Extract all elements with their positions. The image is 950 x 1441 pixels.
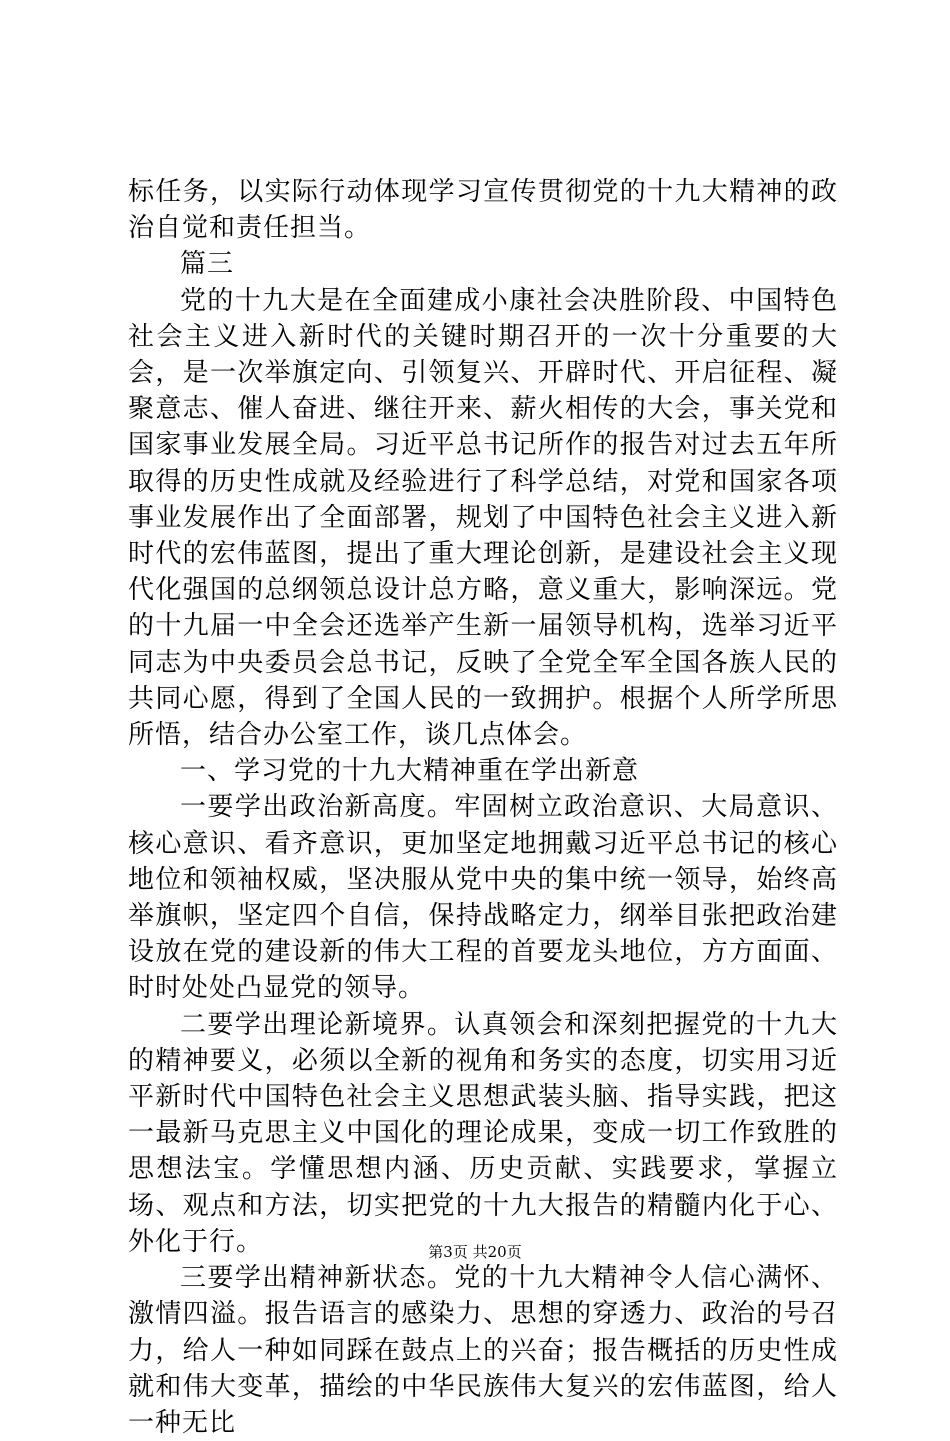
paragraph-point-1: 一要学出政治新高度。牢固树立政治意识、大局意识、核心意识、看齐意识，更加坚定地拥戴习近平总书记的核心地位和领袖权威，坚决服从党中央的集中统一领导，始终高举旗帜，坚定四个自信，保持战略定力，纲举目张把政治建设放在党的建设新的伟大工程的首要龙头地位，方方面面、时时处处凸显党的领导。: [128, 792, 838, 1004]
paragraph-point-2: 二要学出理论新境界。认真领会和深刻把握党的十九大的精神要义，必须以全新的视角和务实的态度，切实用习近平新时代中国特色社会主义思想武装头脑、指导实践，把这一最新马克思主义中国化的理论成果，变成一切工作致胜的思想法宝。学懂思想内涵、历史贡献、实践要求，掌握立场、观点和方法，切实把党的十九大报告的精髓内化于心、外化于行。: [128, 1009, 838, 1257]
section-title: 篇三: [180, 249, 235, 280]
section-heading: 一、学习党的十九大精神重在学出新意: [180, 756, 640, 787]
page-footer: [0, 1241, 950, 1262]
paragraph-point-3: 三要学出精神新状态。党的十九大精神令人信心满怀、激情四溢。报告语言的感染力、思想的穿透力、政治的号召力，给人一种如同踩在鼓点上的兴奋；报告概括的历史性成就和伟大变革，描绘的中华民族伟大复兴的宏伟蓝图，给人一种无比: [128, 1263, 838, 1438]
paragraph-intro: 党的十九大是在全面建成小康社会决胜阶段、中国特色社会主义进入新时代的关键时期召开的一次十分重要的大会，是一次举旗定向、引领复兴、开辟时代、开启征程、凝聚意志、催人奋进、继往开来、薪火相传的大会，事关党和国家事业发展全局。习近平总书记所作的报告对过去五年所取得的历史性成就及经验进行了科学总结，对党和国家各项事业发展作出了全面部署，规划了中国特色社会主义进入新时代的宏伟蓝图，提出了重大理论创新，是建设社会主义现代化强国的总纲领总设计总方略，意义重大，影响深远。党的十九届一中全会还选举产生新一届领导机构，选举习近平同志为中央委员会总书记，反映了全党全军全国各族人民的共同心愿，得到了全国人民的一致拥护。根据个人所学所思所悟，结合办公室工作，谈几点体会。: [128, 285, 838, 751]
page-number: 第3页 共20页: [428, 1243, 522, 1261]
paragraph-continuation: 标任务，以实际行动体现学习宣传贯彻党的十九大精神的政治自觉和责任担当。: [128, 177, 838, 244]
